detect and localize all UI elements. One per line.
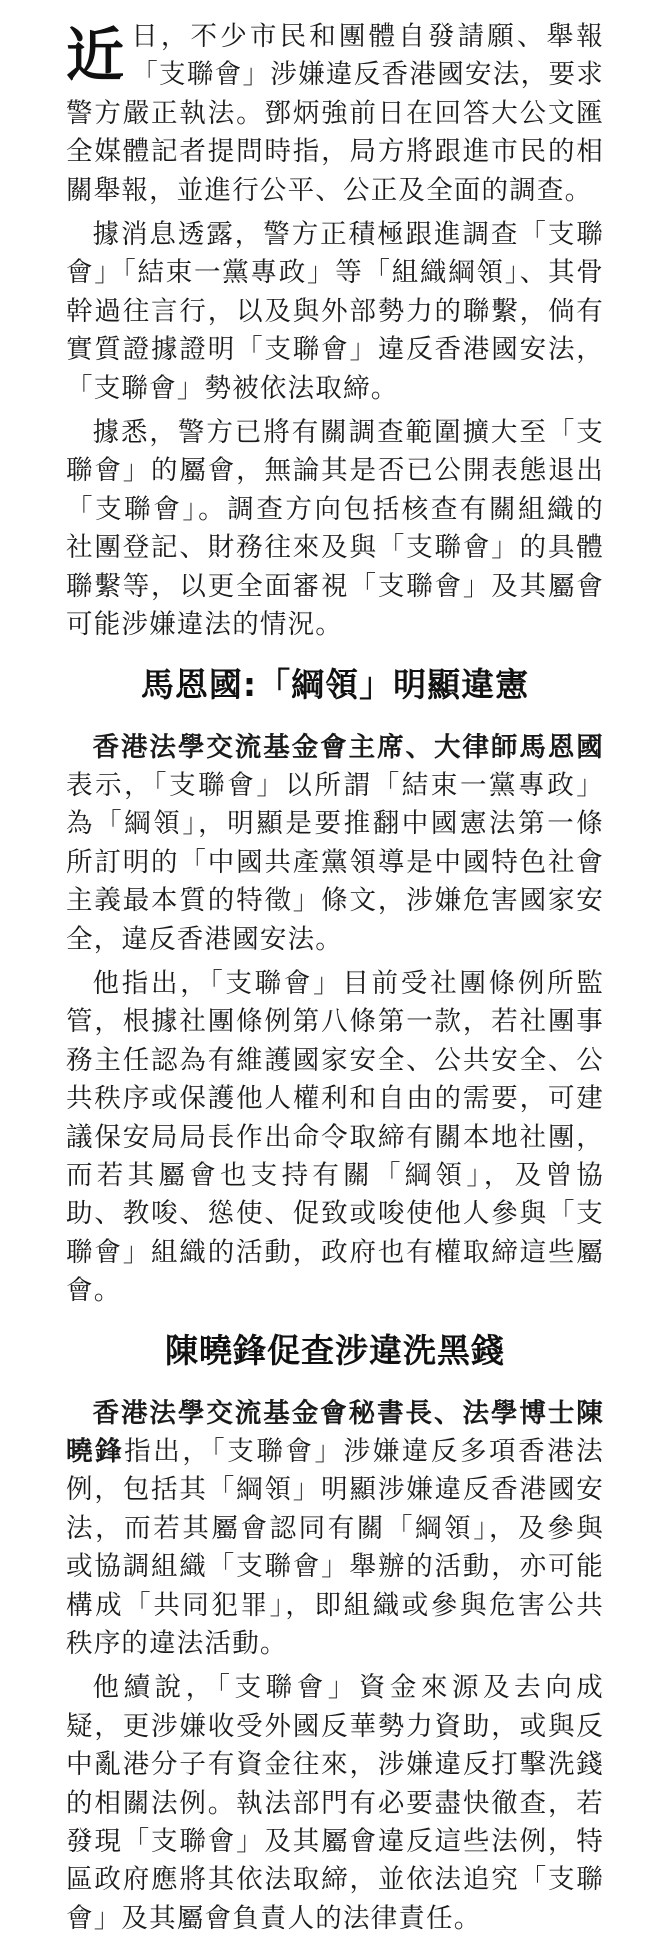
paragraph-ma-statement: [66, 729, 604, 959]
paragraph-intro: [66, 18, 604, 210]
speaker-chan-title: 香港法學交流基金會秘書長、法學博士陳曉鋒: [66, 1397, 604, 1467]
paragraph-affiliates-scope: 據悉，警方已將有關調查範圍擴大至「支聯會」的屬會，無論其是否已公開表態退出「支聯會」。調查方向包括核查有關組織的社團登記、財務往來及與「支聯會」的具體聯繫等，以更全面審視「支聯會」及其屬會可能涉嫌違法的情況。: [66, 417, 604, 641]
paragraph-societies-ordinance: 他指出，「支聯會」目前受社團條例所監管，根據社團條例第八條第一款，若社團事務主任認為有維護國家安全、公共安全、公共秩序或保護他人權利和自由的需要，可建議保安局局長作出命令取締有關本地社團，而若其屬會也支持有關「綱領」，及曾協助、教唆、慫使、促致或唆使他人參與「支聯會」組織的活動，政府也有權取締這些屬會。: [66, 967, 604, 1307]
paragraph-ma-statement-text: 表示，「支聯會」以所謂「結束一黨專政」為「綱領」，明顯是要推翻中國憲法第一條所訂明的「中國共產黨領導是中國特色社會主義最本質的特徵」條文，涉嫌危害國家安全，違反香港國安法。: [66, 769, 604, 955]
paragraph-chan-statement: [66, 1395, 604, 1664]
speaker-ma-title: 香港法學交流基金會主席、大律師馬恩國: [92, 731, 604, 763]
paragraph-intro-text: 日，不少市民和團體自發請願、舉報「支聯會」涉嫌違反香港國安法，要求警方嚴正執法。鄧炳強前日在回答大公文匯全媒體記者提問時指，局方將跟進市民的相關舉報，並進行公平、公正及全面的調查。: [66, 21, 604, 206]
paragraph-police-investigation: 據消息透露，警方正積極跟進調查「支聯會」「結束一黨專政」等「組織綱領」、其骨幹過往言行，以及與外部勢力的聯繫，倘有實質證據證明「支聯會」違反香港國安法，「支聯會」勢被依法取締。: [66, 219, 604, 404]
subheading-chan-hiu-fung: 陳曉鋒促查涉違洗黑錢: [165, 1330, 505, 1370]
paragraph-chan-statement-text: 指出，「支聯會」涉嫌違反多項香港法例，包括其「綱領」明顯涉嫌違反香港國安法，而若其屬會認同有關「綱領」，及參與或協調組織「支聯會」舉辦的活動，亦可能構成「共同犯罪」，即組織或參與危害公共秩序的違法活動。: [66, 1436, 604, 1660]
subheading-ma-yan-kwok: 馬恩國:「綱領」明顯違憲: [140, 664, 530, 704]
paragraph-money-laundering: 他續說，「支聯會」資金來源及去向成疑，更涉嫌收受外國反華勢力資助，或與反中亂港分子有資金往來，涉嫌違反打擊洗錢的相關法例。執法部門有必要盡快徹查，若發現「支聯會」及其屬會違反這些法例，特區政府應將其依法取締，並依法追究「支聯會」及其屬會負責人的法律責任。: [66, 1672, 604, 1934]
drop-cap: 近: [66, 21, 126, 89]
